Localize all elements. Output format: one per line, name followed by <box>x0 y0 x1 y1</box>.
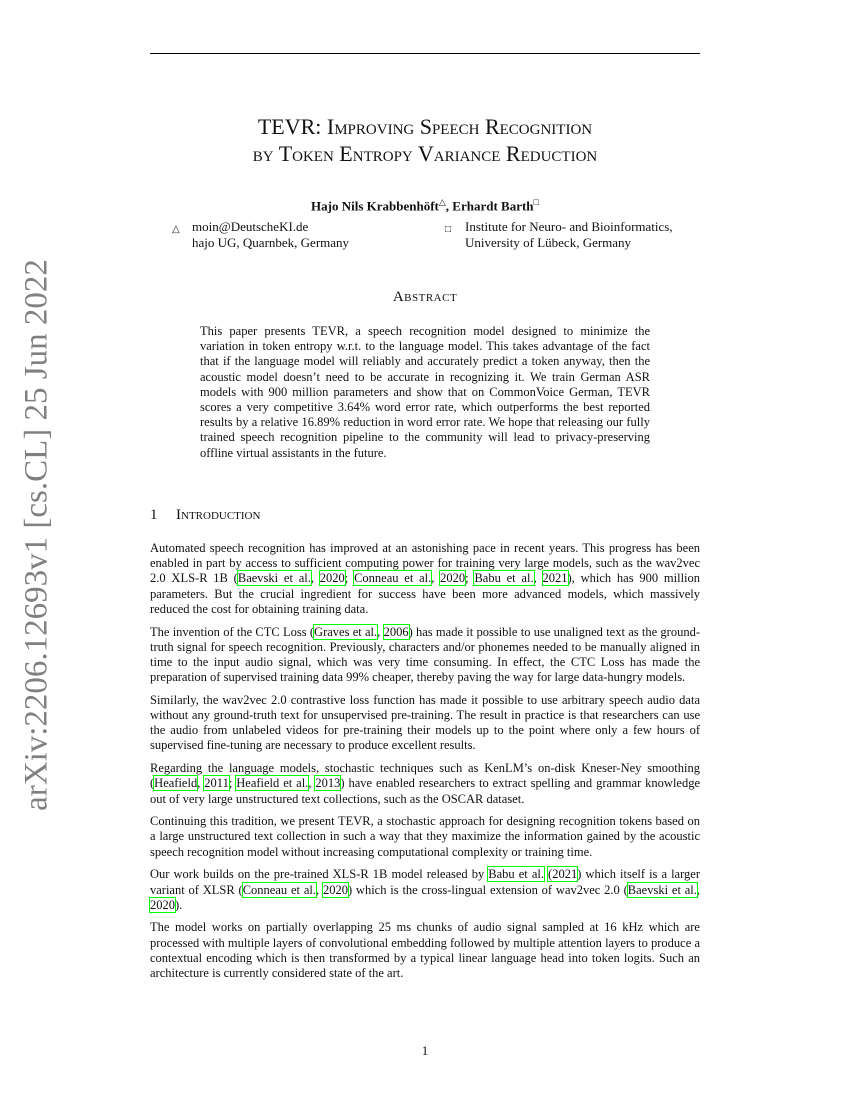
text-run: The invention of the CTC Loss ( <box>150 624 315 639</box>
citation-link[interactable]: 2020 <box>319 571 345 586</box>
citation-link[interactable]: 2020 <box>150 897 175 912</box>
citation-link[interactable]: 2013 <box>315 776 341 791</box>
page-number: 1 <box>421 1043 429 1058</box>
author-1-mark: △ <box>438 197 446 207</box>
affiliation-2-institute: Institute for Neuro- and Bioinformatics, <box>465 219 673 234</box>
citation-link[interactable]: Conneau et al. <box>354 571 432 586</box>
citation-link[interactable]: Heafield <box>154 776 198 791</box>
author-separator: , <box>445 198 453 214</box>
text-run: Our work builds on the pre-trained XLS-R 1B model released by <box>150 867 489 882</box>
affiliation-1-org: hajo UG, Quarnbek, Germany <box>192 235 350 250</box>
title-line-1: TEVR: Improving Speech Recognition <box>257 114 593 139</box>
paragraph-5: Continuing this tradition, we present TEVR, a stochastic approach for designing recognition tokens based on a large unstructured text collection in such a way that they maximize the information gained by the acoustic speech recognition model without increasing computational complexity or training time. <box>150 814 700 859</box>
author-list <box>150 197 700 214</box>
citation-link[interactable]: Baevski et al. <box>627 882 697 897</box>
citation-link[interactable]: 2006 <box>383 624 409 639</box>
citation-link[interactable]: 2021 <box>542 571 568 586</box>
citation-link[interactable]: Baevski et al. <box>237 571 311 586</box>
affiliation-1 <box>172 219 350 251</box>
citation-link[interactable]: Babu et al. <box>488 867 544 882</box>
citation-link[interactable]: Heafield et al. <box>236 776 309 791</box>
affiliation-1-symbol: △ <box>172 224 180 235</box>
citation-link[interactable]: (2021 <box>548 867 578 882</box>
author-2-mark: □ <box>533 197 539 207</box>
author-1: Hajo Nils Krabbenhöft <box>311 198 439 214</box>
affiliation-2-university: University of Lübeck, Germany <box>465 235 632 250</box>
paragraph-6: Our work builds on the pre-trained XLS-R 1B model released by Babu et al. (2021) which itself is a larger variant of XLSR (Conneau et al., 2020) which is the cross-lingual extension of wav2vec 2.0 (Baevski et al., 2020). <box>150 867 701 912</box>
abstract-heading: Abstract <box>392 289 458 305</box>
paper-title <box>150 113 700 167</box>
text-run: ) has made it possible to use unaligned text as the ground-truth signal for speech recognition. Previously, characters and/or phonemes needed to be manually aligned in time to the input audio signal, which was very time consuming. In effect, the CTC Loss has made the preparation of supervised training data 99% cheaper, thereby paving the way for large data-hungry models. <box>150 624 701 685</box>
affiliation-1-email: moin@DeutscheKI.de <box>192 219 309 234</box>
text-run: ), which has 900 million parameters. But the crucial ingredient for success have been more advanced models, which massively reduced the cost for obtaining training data. <box>150 571 701 616</box>
body-text <box>150 541 700 989</box>
section-number: 1 <box>150 507 158 523</box>
citation-link[interactable]: 2020 <box>322 882 348 897</box>
paragraph-2: The invention of the CTC Loss (Graves et al., 2006) has made it possible to use unaligned text as the ground-truth signal for speech recognition. Previously, characters and/or phonemes needed to be manually aligned in time to the input audio signal, which was very time consuming. In effect, the CTC Loss has made the preparation of supervised training data 99% cheaper, thereby paving the way for large data-hungry models. <box>150 624 701 685</box>
arxiv-stamp: arXiv:2206.12693v1 [cs.CL] 25 Jun 2022 <box>18 259 55 811</box>
affiliation-2-symbol: □ <box>445 224 452 235</box>
text-run: Automated speech recognition has improved at an astonishing pace in recent years. This progress has been enabled in part by access to sufficient computing power for training very large models, such as the wav2vec 2.0 XLS-R 1B ( <box>150 541 700 586</box>
author-2: Erhardt Barth <box>452 198 534 214</box>
top-rule <box>150 53 700 54</box>
paragraph-3: Similarly, the wav2vec 2.0 contrastive loss function has made it possible to use arbitrary speech audio data without any ground-truth text for unsupervised pre-training. The result in practice is that researchers can use the audio from unlabeled videos for pre-training their models up to the point where only a few hours of supervised fine-tuning are necessary to produce excellent results. <box>150 692 700 753</box>
citation-link[interactable]: Conneau et al. <box>242 882 316 897</box>
citation-link[interactable]: Graves et al. <box>314 624 378 639</box>
text-run: Regarding the language models, stochastic techniques such as KenLM’s on-disk Kneser-Ney smoothing ( <box>150 761 700 791</box>
citation-link[interactable]: 2020 <box>440 571 466 586</box>
paragraph-7: The model works on partially overlapping 25 ms chunks of audio signal sampled at 16 kHz which are processed with multiple layers of convolutional embedding followed by multiple attention layers to produce a contextual encoding which is then transformed by a typical linear language head into token logits. Such an architecture is currently considered state of the art. <box>150 920 700 981</box>
title-line-2: by Token Entropy Variance Reduction <box>252 141 598 166</box>
text-run: ) have enabled researchers to extract spelling and grammar knowledge out of very large unstructured text collections, such as the OSCAR dataset. <box>150 776 701 806</box>
text-run: ). <box>175 897 183 912</box>
citation-link[interactable]: 2011 <box>204 776 229 791</box>
affiliation-2 <box>445 219 673 251</box>
abstract-text: This paper presents TEVR, a speech recognition model designed to minimize the variation in token entropy w.r.t. to the language model. This takes advantage of the fact that if the language model will reliably and accurately predict a token anyway, then the acoustic model doesn’t need to be accurate in recognizing it. We train German ASR models with 900 million parameters and show that on CommonVoice German, TEVR scores a very competitive 3.64% word error rate, which outperforms the best reported results by a relative 16.89% reduction in word error rate. We hope that releasing our fully trained speech recognition pipeline to the community will lead to privacy-preserving offline virtual assistants in the future. <box>200 324 650 460</box>
section-title: Introduction <box>176 507 261 523</box>
citation-link[interactable]: Babu et al. <box>474 571 534 586</box>
section-heading <box>150 507 260 524</box>
paragraph-1: Automated speech recognition has improved at an astonishing pace in recent years. This progress has been enabled in part by access to sufficient computing power for training very large models, such as the wav2vec 2.0 XLS-R 1B (Baevski et al., 2020; Conneau et al., 2020; Babu et al., 2021), which has 900 million parameters. But the crucial ingredient for success have been more advanced models, which massively reduced the cost for obtaining training data. <box>150 541 701 616</box>
text-run: ) which is the cross-lingual extension of wav2vec 2.0 ( <box>347 882 628 897</box>
text-run: ) which itself is a larger variant of XLSR ( <box>150 867 700 897</box>
paragraph-4: Regarding the language models, stochastic techniques such as KenLM’s on-disk Kneser-Ney smoothing (Heafield, 2011; Heafield et al., 2013) have enabled researchers to extract spelling and grammar knowledge out of very large unstructured text collections, such as the OSCAR dataset. <box>150 761 701 806</box>
